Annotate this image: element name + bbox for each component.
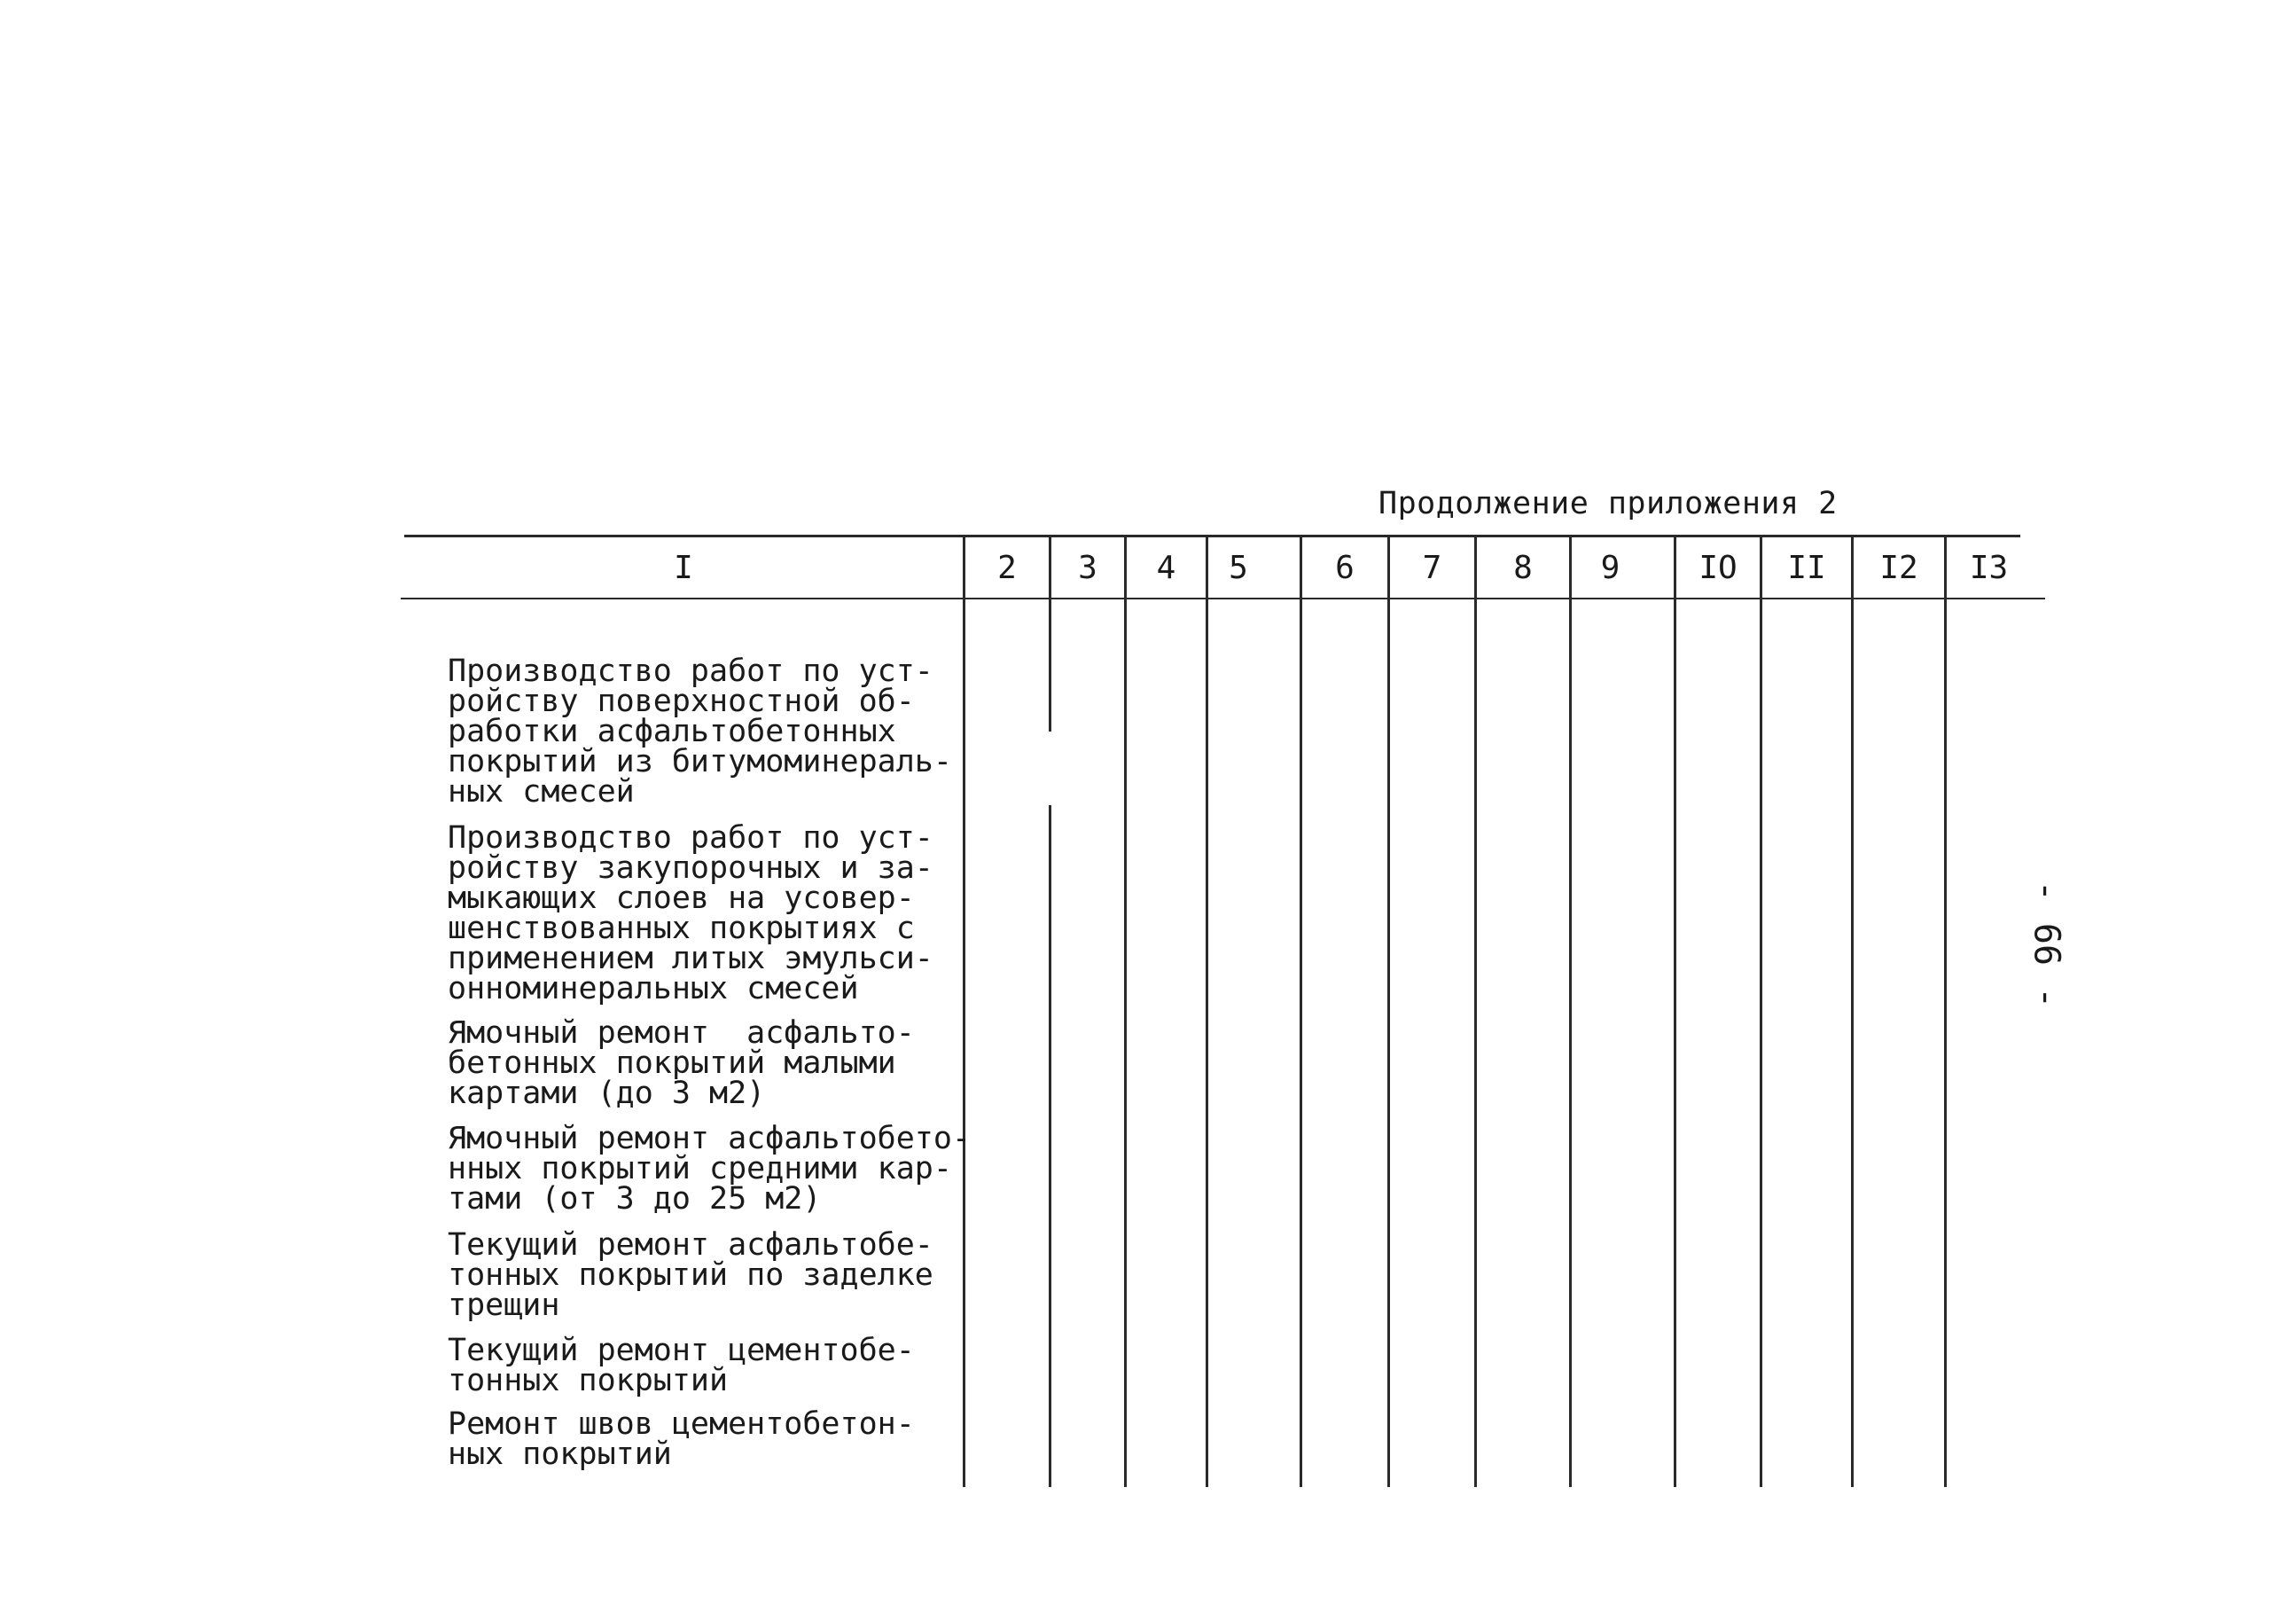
- header-bottom-rule: [401, 598, 2045, 599]
- table-top-rule: [404, 535, 2020, 537]
- row-description: Производство работ по уст- ройству поверхностной об- работки асфальтобетонных покрытий из битумоминераль- ных смесей: [448, 654, 952, 810]
- header-cell-8: 8: [1513, 549, 1533, 586]
- row-description: Текущий ремонт асфальтобе- тонных покрытий по заделке трещин: [448, 1227, 933, 1323]
- page-number-text: - 66 -: [2026, 880, 2066, 1009]
- row-description: Текущий ремонт цементобе- тонных покрытий: [448, 1333, 915, 1398]
- header-cell-1: I: [674, 549, 693, 586]
- column-line: [1124, 536, 1127, 1487]
- row-description: Ямочный ремонт асфальто- бетонных покрытий малыми картами (до 3 м2): [448, 1015, 915, 1111]
- header-cell-10: IO: [1699, 549, 1738, 586]
- header-cell-5: 5: [1229, 549, 1248, 586]
- column-line: [1206, 536, 1208, 1487]
- column-line: [1944, 536, 1947, 1487]
- header-cell-6: 6: [1335, 549, 1355, 586]
- header-cell-4: 4: [1156, 549, 1176, 586]
- table-caption: Продолжение приложения 2: [1378, 486, 1838, 521]
- column-line: [1760, 536, 1762, 1487]
- column-line: [1569, 536, 1572, 1487]
- header-cell-12: I2: [1879, 549, 1918, 586]
- header-cell-9: 9: [1600, 549, 1620, 586]
- column-line: [1674, 536, 1676, 1487]
- header-cell-7: 7: [1422, 549, 1442, 586]
- row-description: Ремонт швов цементобетон- ных покрытий: [448, 1406, 915, 1472]
- page-number: [2011, 880, 2081, 1009]
- row-description: Производство работ по уст- ройству закупорочных и за- мыкающих слоев на усовер- шенствованных покрытиях с применением литых эмульси- онноминеральных смесей: [448, 820, 933, 1006]
- column-line: [1474, 536, 1477, 1487]
- column-line: [1387, 536, 1390, 1487]
- row-description: Ямочный ремонт асфальтобето- нных покрытий средними кар- тами (от 3 до 25 м2): [448, 1121, 972, 1217]
- header-cell-3: 3: [1078, 549, 1097, 586]
- header-cell-11: II: [1787, 549, 1826, 586]
- column-line: [1049, 805, 1051, 1487]
- column-line: [1851, 536, 1854, 1487]
- header-cell-2: 2: [997, 549, 1017, 586]
- header-cell-13: I3: [1969, 549, 2009, 586]
- column-line: [1300, 536, 1302, 1487]
